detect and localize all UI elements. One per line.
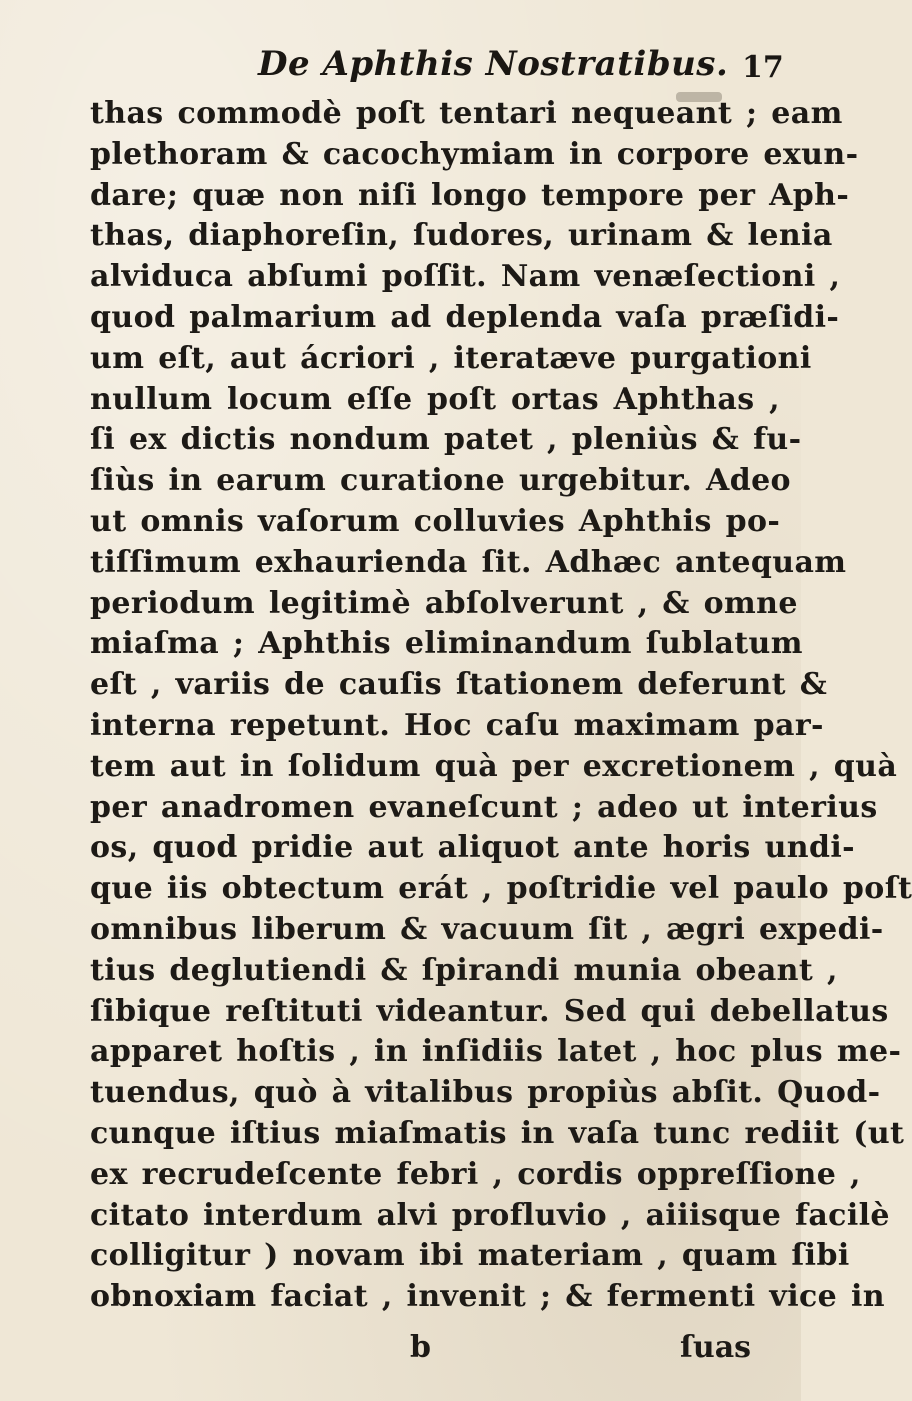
running-title: De Aphthis Nostratibus. <box>258 44 729 84</box>
text-line: miaſma ; Aphthis eliminandum ſublatum <box>90 626 803 662</box>
text-line: apparet hoſtis , in inſidiis latet , hoc plus me- <box>90 1034 902 1070</box>
text-line: per anadromen evaneſcunt ; adeo ut interius <box>90 789 878 825</box>
text-line: periodum legitimè abſolverunt , & omne <box>90 585 798 621</box>
text-line: thas commodè poſt tentari nequeant ; eam <box>90 96 843 131</box>
signature-mark: b <box>410 1330 431 1365</box>
text-line: ſiùs in earum curatione urgebitur. Adeo <box>90 463 791 499</box>
text-line: tuendus, quò à vitalibus propiùs abſit. Quod- <box>90 1075 881 1111</box>
page-header <box>0 38 801 88</box>
text-line: tiſſimum exhaurienda ſit. Adhæc antequam <box>90 544 847 580</box>
text-line: obnoxiam faciat , invenit ; & fermenti vice in <box>90 1279 886 1315</box>
page-footer <box>0 1330 801 1374</box>
text-line: ſibique reſtituti videantur. Sed qui debellatus <box>90 993 889 1029</box>
text-line: ſi ex dictis nondum patet , pleniùs & fu- <box>90 422 802 458</box>
text-line: que iis obtectum erát , poſtridie vel paulo poſt <box>90 871 912 907</box>
text-line: interna repetunt. Hoc caſu maximam par- <box>90 707 824 743</box>
text-line: os, quod pridie aut aliquot ante horis undi- <box>90 830 856 866</box>
text-line: nullum locum eſſe poſt ortas Aphthas , <box>90 381 780 417</box>
text-line: ut omnis vaſorum colluvies Aphthis po- <box>90 503 781 539</box>
text-line: cunque iſtius miaſmatis in vaſa tunc rediit (ut <box>90 1115 905 1151</box>
page-number: 17 <box>742 50 784 85</box>
body-text <box>90 94 912 1318</box>
text-line: eſt , variis de cauſis ſtationem deferunt & <box>90 667 828 703</box>
text-line: ex recrudeſcente febri , cordis oppreſſione , <box>90 1156 861 1192</box>
text-line: um eſt, aut ácriori , iteratæve purgationi <box>90 340 812 376</box>
text-line: tius deglutiendi & ſpirandi munia obeant , <box>90 952 838 988</box>
text-line: omnibus liberum & vacuum ſit , ægri expedi- <box>90 911 884 947</box>
text-line: thas, diaphoreſin, ſudores, urinam & lenia <box>90 218 833 254</box>
text-line: dare; quæ non niſi longo tempore per Aph- <box>90 177 850 213</box>
text-line: quod palmarium ad deplenda vaſa præſidi- <box>90 299 840 335</box>
catchword: ſuas <box>680 1330 752 1365</box>
text-line: citato interdum alvi profluvio , aiiisque facilè <box>90 1197 890 1233</box>
text-line: alviduca abſumi poſſit. Nam venæſectioni , <box>90 259 841 295</box>
text-line: tem aut in ſolidum quà per excretionem , quà <box>90 748 898 784</box>
text-line: colligitur ) novam ibi materiam , quam ſibi <box>90 1238 850 1274</box>
text-line: plethoram & cacochymiam in corpore exun- <box>90 136 859 172</box>
